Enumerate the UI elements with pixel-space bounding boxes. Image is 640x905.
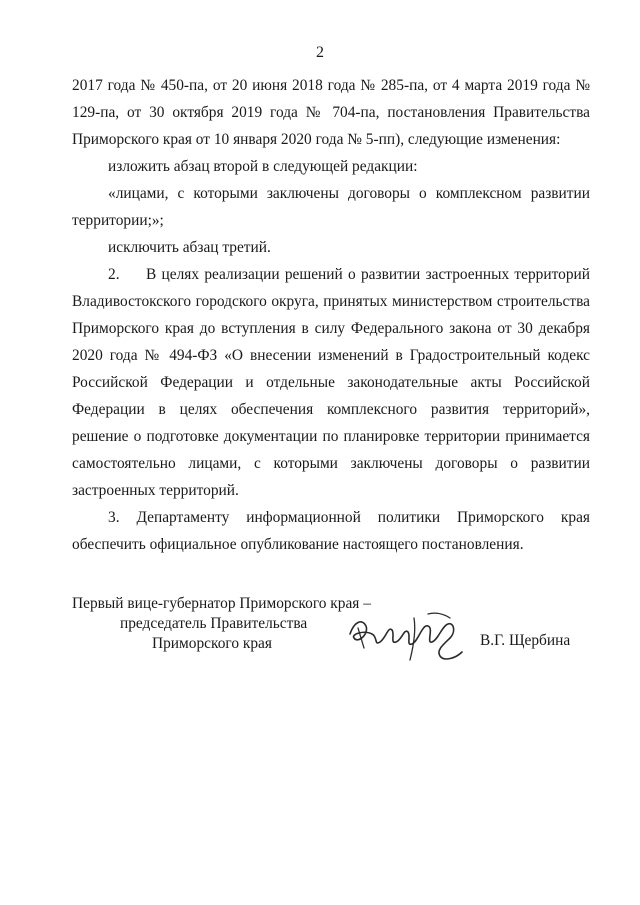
item-2-text: В целях реализации решений о развитии застроенных территорий Владивостокского городского округа, принятых министерством строительства Приморского края до вступления в силу Федерального закона от 30 декабря 2020 года № 494-ФЗ «О внесении изменений в Градостроительный кодекс Российской Федерации и отдельные законодательные акты Российской Федерации в целях обеспечения комплексного развития территорий», решение о подготовке документации по планировке территории принимается самостоятельно лицами, с которыми заключены договоры о развитии застроенных территорий. bbox=[72, 266, 590, 499]
paragraph-item-3: 3. Департаменту информационной политики Приморского края обеспечить официальное опубликование настоящего постановления. bbox=[72, 509, 590, 553]
paragraph-item-2 bbox=[72, 261, 590, 504]
item-2-number: 2. bbox=[108, 266, 120, 283]
paragraph-exclude: исключить абзац третий. bbox=[108, 239, 271, 256]
paragraph-continuation: 2017 года № 450-па, от 20 июня 2018 года № 285-па, от 4 марта 2019 года № 129-па, от 30 октября 2019 года № 704-па, постановления Правительства Приморского края от 10 января 2020 года № 5-пп), следующие изменения: bbox=[72, 77, 590, 148]
page-number: 2 bbox=[316, 44, 324, 61]
signatory-title-line-1: Первый вице-губернатор Приморского края – bbox=[72, 595, 371, 612]
paragraph-amendment-quote: «лицами, с которыми заключены договоры о комплексном развитии территории;»; bbox=[72, 185, 590, 229]
handwritten-signature bbox=[344, 604, 474, 668]
signatory-title-line-3: Приморского края bbox=[152, 635, 272, 652]
signatory-title-line-2: председатель Правительства bbox=[120, 615, 308, 632]
signer-name: В.Г. Щербина bbox=[480, 632, 571, 649]
paragraph-amendment-intro: изложить абзац второй в следующей редакции: bbox=[108, 158, 418, 175]
signatory-title bbox=[72, 594, 372, 654]
document-body bbox=[72, 72, 590, 558]
